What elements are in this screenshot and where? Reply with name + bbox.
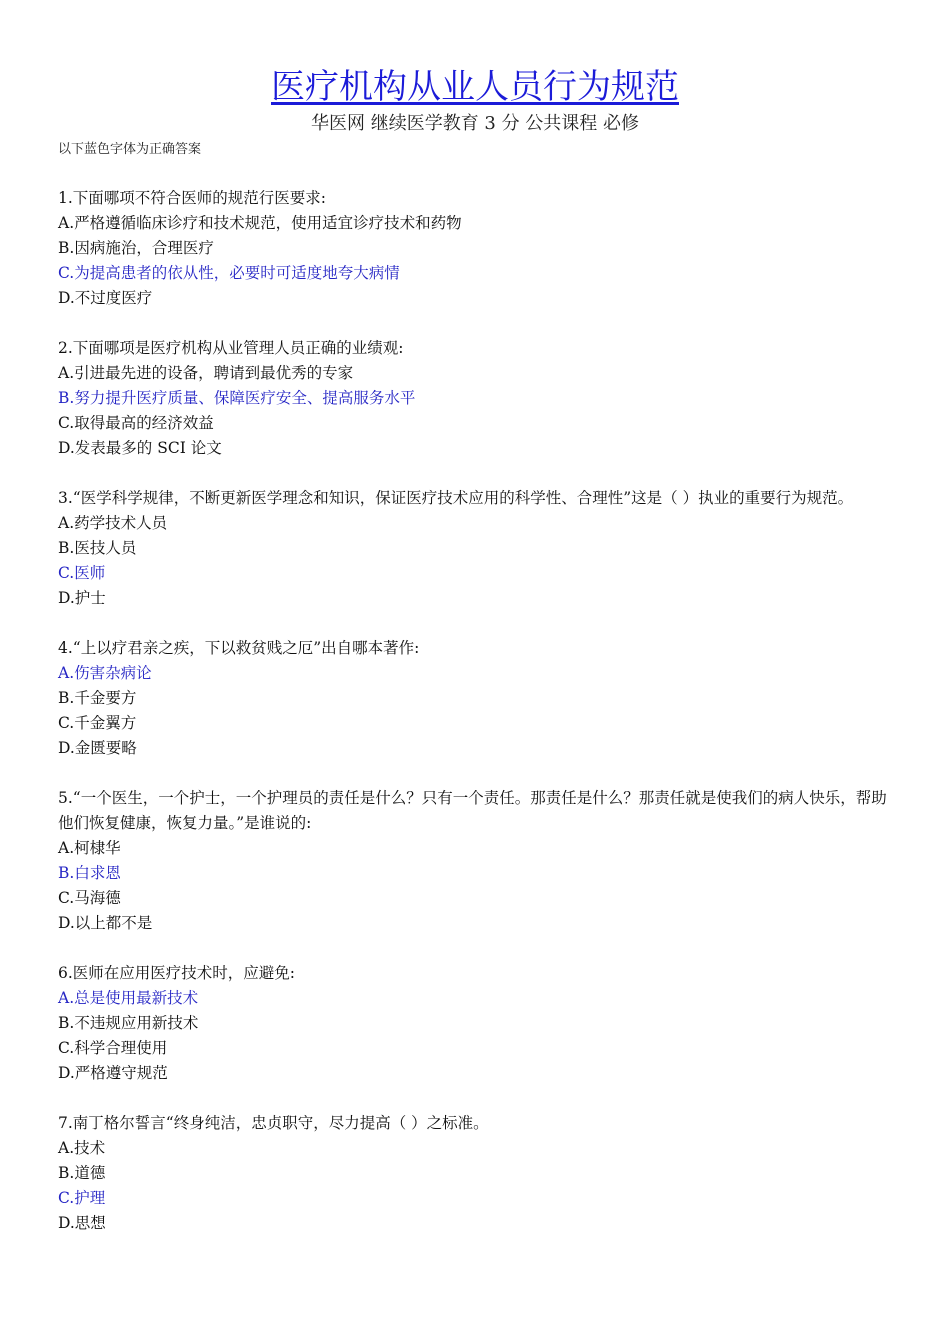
answer-option: D.不过度医疗 [58, 289, 153, 307]
answer-option: D.以上都不是 [58, 914, 153, 932]
answer-option: B.道德 [58, 1164, 106, 1182]
correct-answer-option: A.伤害杂病论 [58, 664, 152, 682]
answer-option: A.柯棣华 [58, 839, 121, 857]
question-list [58, 186, 894, 1261]
correct-answer-option: C.医师 [58, 564, 106, 582]
question-text: 1.下面哪项不符合医师的规范行医要求: [58, 189, 327, 207]
answer-option: D.金匮要略 [58, 739, 137, 757]
correct-answer-option: A.总是使用最新技术 [58, 989, 199, 1007]
question-item [58, 1111, 894, 1236]
page-title[interactable]: 医疗机构从业人员行为规范 [271, 67, 679, 107]
answer-option: D.发表最多的 SCI 论文 [58, 439, 222, 457]
answer-option: B.千金要方 [58, 689, 137, 707]
answer-option: C.科学合理使用 [58, 1039, 168, 1057]
question-item [58, 786, 894, 936]
question-text: 5.“一个医生，一个护士，一个护理员的责任是什么？只有一个责任。那责任是什么？那责任就是使我们的病人快乐，帮助他们恢复健康，恢复力量。”是谁说的: [58, 789, 887, 832]
correct-answer-option: C.为提高患者的依从性，必要时可适度地夸大病情 [58, 264, 400, 282]
question-text: 3.“医学科学规律，不断更新医学理念和知识，保证医疗技术应用的科学性、合理性”这是（ ）执业的重要行为规范。 [58, 489, 854, 507]
correct-answer-option: C.护理 [58, 1189, 106, 1207]
question-text: 6.医师在应用医疗技术时，应避免: [58, 964, 296, 982]
answer-option: A.药学技术人员 [58, 514, 168, 532]
question-item [58, 636, 894, 761]
answer-option: B.医技人员 [58, 539, 137, 557]
answer-option: C.马海德 [58, 889, 121, 907]
correct-answer-option: B.努力提升医疗质量、保障医疗安全、提高服务水平 [58, 389, 416, 407]
page-subtitle: 华医网 继续医学教育 3 分 公共课程 必修 [310, 113, 640, 134]
answer-option: A.严格遵循临床诊疗和技术规范，使用适宜诊疗技术和药物 [58, 214, 462, 232]
answer-option: C.取得最高的经济效益 [58, 414, 214, 432]
answer-option: A.技术 [58, 1139, 106, 1157]
answer-note: 以下蓝色字体为正确答案 [58, 142, 202, 157]
question-item [58, 186, 894, 311]
answer-option: B.因病施治，合理医疗 [58, 239, 214, 257]
answer-option: D.护士 [58, 589, 106, 607]
question-text: 4.“上以疗君亲之疾，下以救贫贱之厄”出自哪本著作: [58, 639, 420, 657]
answer-option: D.严格遵守规范 [58, 1064, 168, 1082]
question-text: 7.南丁格尔誓言“终身纯洁，忠贞职守，尽力提高（ ）之标准。 [58, 1114, 489, 1132]
question-item [58, 486, 894, 611]
question-text: 2.下面哪项是医疗机构从业管理人员正确的业绩观: [58, 339, 404, 357]
answer-option: D.思想 [58, 1214, 106, 1232]
answer-option: A.引进最先进的设备，聘请到最优秀的专家 [58, 364, 354, 382]
correct-answer-option: B.白求恩 [58, 864, 121, 882]
answer-option: B.不违规应用新技术 [58, 1014, 199, 1032]
question-item [58, 961, 894, 1086]
answer-option: C.千金翼方 [58, 714, 137, 732]
question-item [58, 336, 894, 461]
